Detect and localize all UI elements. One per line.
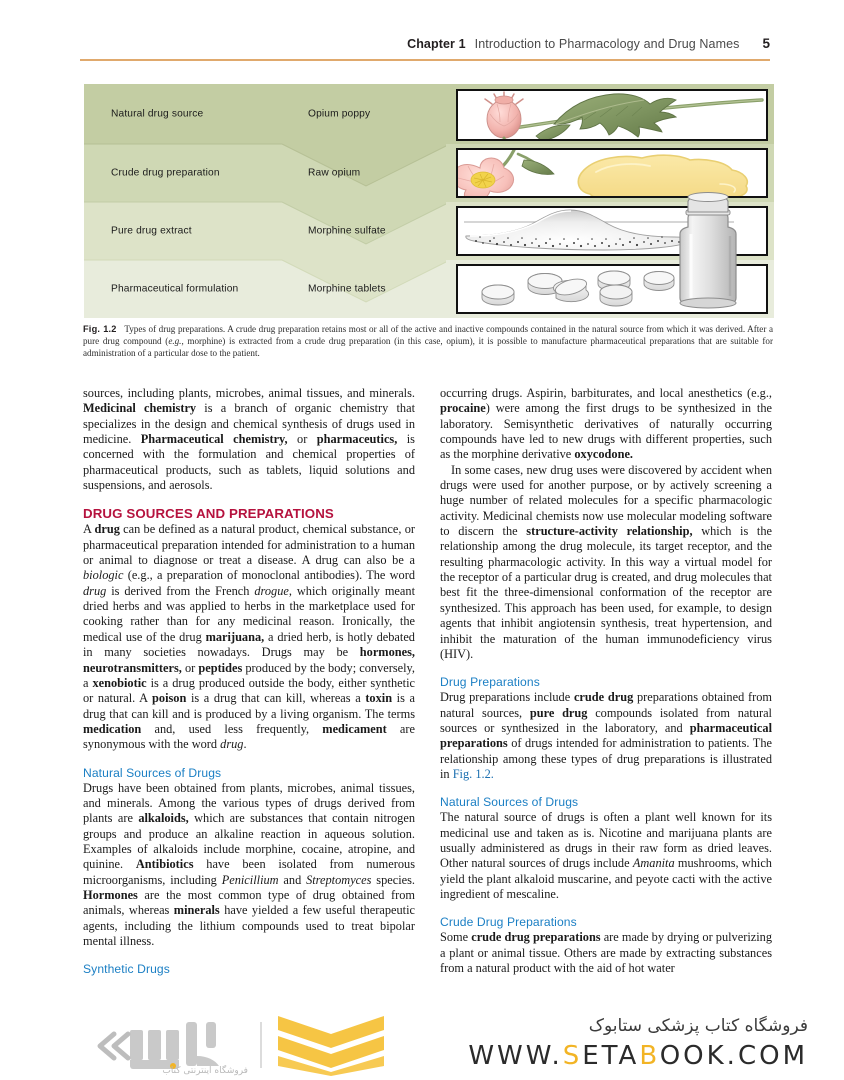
left-para-drug-definition: A drug can be defined as a natural product, chemical substance, or pharmaceutical preparation intended for administration to a human or animal to diagnose or treat a disease. A drug can also be a biologic (e.g., a preparation of monoclonal antibodies). The word drug is derived from the French drogue, which originally meant dried herbs and was applied to herbs in the marketplace used for cooking rather than for any medicinal reason. Ironically, the medical use of the drug marijuana, a dried herb, is hotly debated in many societies nowadays. Drugs may be hormones, neurotransmitters, or peptides produced by the body; conversely, a xenobiotic is a drug produced outside the body, either synthetic or natural. A poison is a drug that can kill, whereas a toxin is a drug that can kill and is produced by a living organism. The terms medication and, used less frequently, medicament are synonymous with the word drug.	[83, 522, 415, 752]
url-prefix: WWW.	[468, 1041, 563, 1071]
sub-heading-synthetic-drugs: Synthetic Drugs	[83, 962, 170, 977]
figure-row-4-value: Morphine tablets	[308, 283, 386, 295]
running-head-title: Introduction to Pharmacology and Drug Names	[474, 37, 740, 51]
url-suffix: OOK.COM	[659, 1041, 808, 1071]
figure-row-1-value: Opium poppy	[308, 108, 371, 120]
setabook-logo-wordmark	[78, 1016, 250, 1074]
running-head	[80, 36, 770, 51]
figure-row-3-label: Pure drug extract	[111, 225, 192, 237]
figure-caption-text: Types of drug preparations. A crude drug preparation retains most or all of the active and inactive compounds contained in the natural source from which it was derived. After a pure drug compound (e.g., morphine) is extracted from a crude drug preparation (in this case, opium), it is possible to manufacture pharmaceutical preparations that are suitable for administration of a particular dose to the patient.	[83, 324, 773, 358]
figure-caption-number: Fig. 1.2	[83, 324, 117, 334]
panel-poppy-plant	[456, 89, 768, 141]
gold-chevron-icon	[272, 1014, 390, 1076]
figure-row-4-label: Pharmaceutical formulation	[111, 283, 239, 295]
url-b: B	[639, 1041, 660, 1071]
footer-logo-group	[78, 1014, 390, 1076]
left-para-continued: sources, including plants, microbes, animal tissues, and minerals. Medicinal chemistry is a branch of organic chemistry that specializes in the design and chemical synthesis of drugs used in medicine. Pharmaceutical chemistry, or pharmaceutics, is concerned with the formulation and chemical properties of pharmaceutical products, such as tablets, liquid solutions and suspensions, and aerosols.	[83, 386, 416, 493]
page-number: 5	[762, 36, 770, 51]
right-para-crude-preparations: Some crude drug preparations are made by drying or pulverizing a plant or animal tissue. Others are made by extracting substances from a natural product with the aid of hot water	[440, 930, 773, 975]
sub-heading-crude-drug-preparations: Crude Drug Preparations	[440, 915, 577, 930]
figure-row-2-label: Crude drug preparation	[111, 167, 220, 179]
running-head-chapter: Chapter 1	[407, 37, 466, 51]
footer-brand-group	[468, 1016, 808, 1071]
figure-caption	[83, 324, 773, 360]
figure-row-3-value: Morphine sulfate	[308, 225, 386, 237]
right-para-drug-preparations: Drug preparations include crude drug preparations obtained from natural sources, pure drug compounds isolated from natural sources or synthesized in the laboratory, and pharmaceutical preparations of drugs intended for administration to patients. The relationship among these types of drug preparations is illustrated in Fig. 1.2.	[440, 690, 772, 781]
panel-raw-opium	[456, 148, 768, 198]
sub-heading-natural-sources-left: Natural Sources of Drugs	[83, 765, 222, 780]
section-heading-drug-sources: DRUG SOURCES AND PREPARATIONS	[83, 506, 334, 522]
header-rule	[80, 59, 770, 61]
figure-cross-reference-link[interactable]: Fig. 1.2.	[452, 766, 494, 781]
sub-heading-drug-preparations: Drug Preparations	[440, 675, 540, 690]
logo-divider	[260, 1022, 262, 1068]
panel-morphine-powder	[456, 206, 768, 256]
figure-1-2	[84, 84, 774, 318]
panel-morphine-tablets	[456, 264, 768, 314]
url-s: S	[562, 1041, 583, 1071]
figure-row-1-label: Natural drug source	[111, 108, 204, 120]
footer-brand-persian: فروشگاه کتاب پزشکی ستابوک	[588, 1016, 808, 1036]
left-column	[83, 386, 415, 1006]
setabook-logo-subtitle: فروشگاه اینترنتی کتاب	[162, 1066, 248, 1076]
figure-row-2-value: Raw opium	[308, 167, 361, 179]
footer-watermark	[0, 1006, 844, 1080]
sub-heading-natural-sources-right: Natural Sources of Drugs	[440, 795, 579, 810]
body-columns	[83, 386, 773, 1006]
right-para-natural-sources: The natural source of drugs is often a plant well known for its medicinal use and taken as is. Nicotine and marijuana plants are usually administered as drugs in their raw form as dried leaves. Other natural sources of drugs include Amanita mushrooms, which yield the plant alkaloid muscarine, and peyote cacti with the active ingredient of mescaline.	[440, 810, 772, 901]
right-para-accidental-discovery: In some cases, new drug uses were discovered by accident when drugs were used for another purpose, or by actively screening a huge number of related molecules for a specific pharmacologic activity. Medicinal chemists now use molecular modeling software to discern the structure-activity relationship, which is the relationship among the drug molecule, its target receptor, and the resulting pharmacologic activity. In this way a virtual model for the receptor of a particular drug is created, and drug molecules that best fit the three-dimensional conformation of the receptor are synthesized. This approach has been used, for example, to design agents that inhibit angiotensin synthesis, treat hypertension, and inhibit the maturation of the human immunodeficiency virus (HIV).	[440, 462, 772, 661]
right-column	[440, 386, 772, 1006]
left-para-natural-sources: Drugs have been obtained from plants, microbes, animal tissues, and minerals. Among the various types of drugs derived from plants are alkaloids, which are substances that contain nitrogen groups and produce an alkaline reaction in aqueous solution. Examples of alkaloids include morphine, cocaine, atropine, and quinine. Antibiotics have been isolated from numerous microorganisms, including Penicillium and Streptomyces species. Hormones are the most common type of drug obtained from animals, whereas minerals have yielded a few useful therapeutic agents, including the lithium compounds used to treat bipolar mental illness.	[83, 780, 416, 948]
url-eta: ETA	[582, 1041, 640, 1071]
footer-url[interactable]	[468, 1041, 808, 1071]
right-para-continued: occurring drugs. Aspirin, barbiturates, and local anesthetics (e.g., procaine) were among the first drugs to be synthesized in the laboratory. Semisynthetic derivatives of naturally occurring compounds have led to new drugs with different properties, such as the morphine derivative oxycodone.	[440, 386, 772, 462]
